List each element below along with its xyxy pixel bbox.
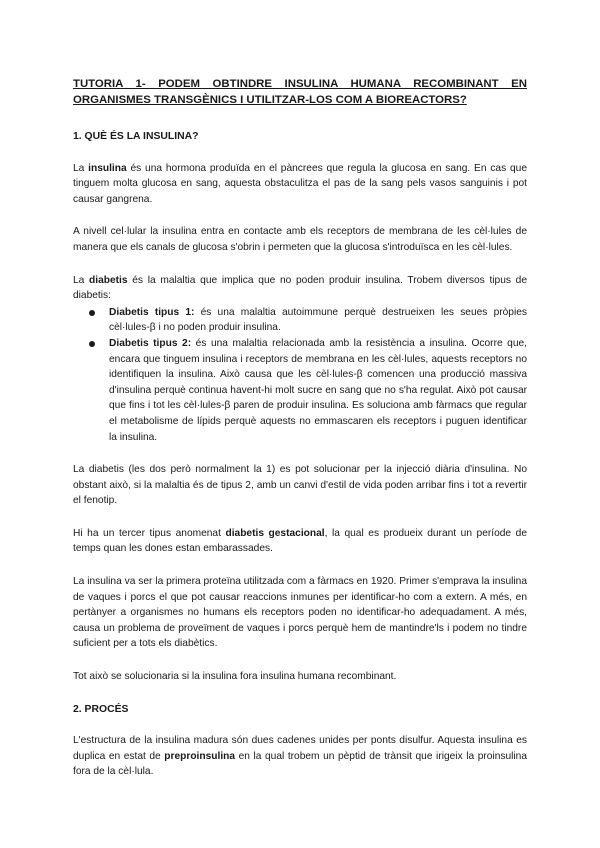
text-run: La: [73, 274, 90, 286]
text-run: és una malaltia autoimmune perquè destrueixen les seues pròpies cèl·lules-β i no poden produir insulina.: [109, 306, 527, 334]
term-diabetes-type-1: Diabetis tipus 1:: [109, 306, 195, 318]
section-heading-process: 2. PROCÉS: [73, 703, 129, 715]
term-diabetes-type-2: Diabetis tipus 2:: [109, 337, 192, 349]
term-preproinsulina: preproinsulina: [164, 750, 236, 762]
section-heading-what-is-insulin: 1. QUÈ ÉS LA INSULINA?: [73, 131, 199, 142]
text-run: Hi ha un tercer tipus anomenat: [73, 527, 226, 539]
paragraph-treatment: La diabetis (les dos però normalment la 1) es pot solucionar per la injecció diària d'insulina. No obstant això, si la malaltia és de tipus 2, amb un canvi d'estil de vida poden arribar fins i tot a revertir el fenotip.: [73, 464, 527, 507]
paragraph-insulin-structure: [73, 733, 527, 780]
list-item-diabetes-type-2: [109, 336, 527, 445]
bullet-icon: [89, 310, 95, 316]
paragraph-diabetes-definition: [73, 273, 527, 304]
bullet-icon: [89, 341, 95, 347]
term-insulina: insulina: [88, 162, 127, 174]
text-run: és una hormona produïda en el pàncrees que regula la glucosa en sang. En cas que tinguem molta glucosa en sang, aquesta obstaculitza el pas de la sang pels vasos sanguinis i pot causar gangrena.: [73, 162, 527, 205]
term-diabetis-gestacional: diabetis gestacional: [225, 527, 325, 539]
text-run: és la malaltia que implica que no poden produir insulina. Trobem diversos tipus de diabetis:: [73, 274, 527, 302]
term-diabetis: diabetis: [89, 274, 128, 286]
text-run: , la qual es produeix durant un període de temps quan les dones estan embarassades.: [73, 527, 527, 555]
paragraph-insulin-history: La insulina va ser la primera proteïna utilitzada com a fàrmacs en 1920. Primer s'emprava la insulina de vaques i porcs el que pot causar reaccions inmunes per identificar-ho com a extern. A més, en pertànyer a organismes no humans els receptors poden no identificar-ho adequadament. A més, causa un problema de proveïment de vaques i porcs perquè hem de mantindre'ls i podem no tindre suficient per a tots els diabètics.: [73, 576, 527, 650]
text-run: és una malaltia relacionada amb la resistència a insulina. Ocorre que, encara que tinguem insulina i receptors de membrana en les cèl·lules, aquests receptors no identifiquen la insulina. Això causa que les cèl·lules-β comencen una producció massiva d'insulina perquè continua havent-hi molt sucre en sang que no s'ha regulat. Això pot causar que fins i tot les cèl·lules-β paren de produir insulina. Es soluciona amb fàrmacs que regular el metabolisme de lípids perquè aquests no emmascaren els receptors i puguen identificar la insulina.: [109, 337, 527, 443]
paragraph-insulin-definition: [73, 161, 527, 208]
paragraph-gestational-diabetes: [73, 526, 527, 557]
text-run: en la qual trobem un pèptid de trànsit que irigeix la proinsulina fora de la cèl·lula.: [73, 750, 527, 778]
paragraph-recombinant-solution: Tot això se solucionaria si la insulina fora insulina humana recombinant.: [73, 671, 397, 683]
document-title: TUTORIA 1- PODEM OBTINDRE INSULINA HUMANA RECOMBINANT EN ORGANISMES TRANSGÈNICS I UTILITZAR-LOS COM A BIOREACTORS?: [73, 78, 527, 106]
text-run: L'estructura de la insulina madura són dues cadenes unides per ponts disulfur. Aquesta insulina es duplica en estat de: [73, 735, 527, 762]
list-item-diabetes-type-1: [109, 305, 527, 336]
text-run: La: [73, 162, 89, 174]
paragraph-cellular-level: A nivell cel·lular la insulina entra en contacte amb els receptors de membrana de les cèl·lules de manera que els canals de glucosa s'obrin i permeten que la glucosa s'introduïsca en les cèl·lules.: [73, 226, 527, 253]
diabetes-types-list: [73, 305, 527, 445]
